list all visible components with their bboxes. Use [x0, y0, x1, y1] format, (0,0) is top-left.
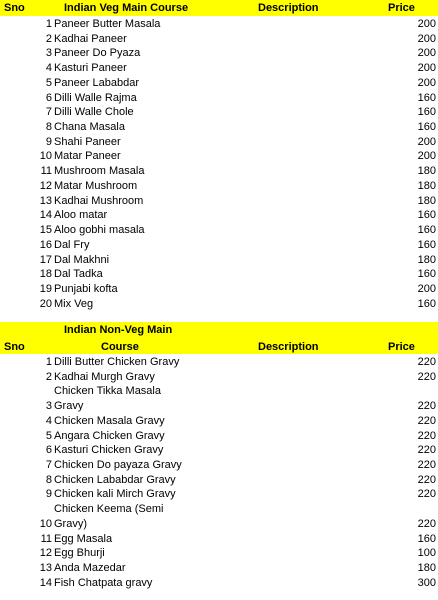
row-item: Paneer Lababdar — [54, 76, 140, 89]
table-row — [0, 370, 438, 385]
table-row — [0, 297, 438, 312]
table-row — [0, 429, 438, 444]
table-row — [0, 561, 438, 576]
table-row — [0, 17, 438, 32]
row-price: 200 — [417, 150, 436, 163]
table-row — [0, 179, 438, 194]
row-item: Chicken Do payaza Gravy — [54, 459, 182, 472]
row-price: 180 — [417, 194, 436, 207]
veg-header-course: Indian Veg Main Course — [64, 2, 189, 14]
row-sno: 10 — [39, 517, 52, 530]
table-row — [0, 443, 438, 458]
table-row — [0, 223, 438, 238]
table-row — [0, 502, 438, 531]
row-sno: 12 — [39, 179, 52, 192]
row-sno: 9 — [45, 488, 52, 501]
row-sno: 2 — [45, 370, 52, 383]
row-price: 220 — [417, 370, 436, 383]
row-item: Anda Mazedar — [54, 562, 126, 575]
row-item: Kasturi Paneer — [54, 62, 127, 75]
table-row — [0, 208, 438, 223]
row-sno: 13 — [39, 562, 52, 575]
row-item: Kadhai Mushroom — [54, 194, 144, 207]
row-sno: 5 — [45, 429, 52, 442]
table-row — [0, 282, 438, 297]
row-item: Aloo gobhi masala — [54, 224, 145, 237]
row-sno: 14 — [39, 576, 52, 589]
table-row — [0, 105, 438, 120]
row-item: Mix Veg — [54, 297, 94, 310]
row-item: Egg Masala — [54, 532, 113, 545]
row-price: 160 — [417, 91, 436, 104]
row-sno: 3 — [45, 400, 52, 413]
table-row — [0, 164, 438, 179]
row-item: Egg Bhurji — [54, 547, 105, 560]
row-price: 220 — [417, 459, 436, 472]
row-price: 160 — [417, 224, 436, 237]
nonveg-header-course-line1: Indian Non-Veg Main — [64, 324, 173, 336]
row-price: 300 — [417, 576, 436, 589]
row-price: 180 — [417, 253, 436, 266]
row-price: 220 — [417, 414, 436, 427]
row-price: 200 — [417, 62, 436, 75]
row-price: 220 — [417, 444, 436, 457]
row-price: 200 — [417, 32, 436, 45]
row-price: 160 — [417, 532, 436, 545]
veg-header-description: Description — [258, 2, 319, 14]
row-price: 200 — [417, 135, 436, 148]
row-item: Punjabi kofta — [54, 282, 118, 295]
row-item: Fish Chatpata gravy — [54, 576, 153, 589]
row-item: Matar Paneer — [54, 150, 121, 163]
row-price: 220 — [417, 517, 436, 530]
row-price: 180 — [417, 562, 436, 575]
table-row — [0, 238, 438, 253]
row-sno: 20 — [39, 297, 52, 310]
veg-header-price: Price — [388, 2, 415, 14]
table-row — [0, 32, 438, 47]
row-sno: 7 — [45, 459, 52, 472]
row-item: Dal Fry — [54, 238, 90, 251]
row-price: 160 — [417, 238, 436, 251]
nonveg-section — [0, 322, 438, 591]
table-row — [0, 149, 438, 164]
row-item: Chicken Masala Gravy — [54, 414, 165, 427]
row-sno: 19 — [39, 282, 52, 295]
row-item: Dilli Butter Chicken Gravy — [54, 356, 180, 368]
row-sno: 11 — [40, 532, 52, 545]
row-item: Dilli Walle Rajma — [54, 91, 137, 104]
table-row — [0, 135, 438, 150]
row-sno: 1 — [45, 18, 52, 30]
row-sno: 7 — [45, 106, 52, 119]
row-item: Chicken Lababdar Gravy — [54, 473, 176, 486]
table-row — [0, 253, 438, 268]
row-price: 200 — [417, 18, 436, 30]
table-row — [0, 487, 438, 502]
nonveg-header-price: Price — [388, 341, 415, 353]
table-row — [0, 46, 438, 61]
row-sno: 5 — [45, 76, 52, 89]
row-price: 200 — [417, 76, 436, 89]
row-item: Chana Masala — [54, 121, 125, 134]
row-price: 200 — [417, 47, 436, 60]
row-price: 220 — [417, 429, 436, 442]
row-item-line2: Gravy — [54, 400, 84, 413]
row-item: Paneer Butter Masala — [54, 18, 161, 30]
row-price: 160 — [417, 121, 436, 134]
table-row — [0, 76, 438, 91]
row-item: Dilli Walle Chole — [54, 106, 134, 119]
row-sno: 1 — [45, 356, 52, 368]
row-sno: 17 — [39, 253, 52, 266]
row-item: Chicken kali Mirch Gravy — [54, 488, 176, 501]
table-row — [0, 194, 438, 209]
table-row — [0, 91, 438, 106]
row-item-line1: Chicken Tikka Masala — [54, 385, 161, 398]
table-row — [0, 414, 438, 429]
row-price: 160 — [417, 106, 436, 119]
nonveg-header-description: Description — [258, 341, 319, 353]
row-price: 160 — [417, 297, 436, 310]
table-row — [0, 532, 438, 547]
row-item: Kadhai Paneer — [54, 32, 127, 45]
veg-header-row — [0, 0, 438, 16]
row-price: 220 — [417, 356, 436, 368]
table-row — [0, 120, 438, 135]
table-row — [0, 546, 438, 561]
row-item: Aloo matar — [54, 209, 108, 222]
row-item: Shahi Paneer — [54, 135, 121, 148]
row-sno: 3 — [45, 47, 52, 60]
row-sno: 14 — [39, 209, 52, 222]
row-item: Matar Mushroom — [54, 179, 138, 192]
row-sno: 8 — [45, 473, 52, 486]
row-sno: 6 — [45, 444, 52, 457]
row-item-line2: Gravy) — [54, 517, 87, 530]
row-sno: 13 — [39, 194, 52, 207]
row-price: 160 — [417, 268, 436, 281]
row-price: 220 — [417, 488, 436, 501]
nonveg-table-body — [0, 354, 438, 591]
row-price: 180 — [417, 165, 436, 178]
table-row — [0, 61, 438, 76]
row-sno: 2 — [45, 32, 52, 45]
row-item: Dal Makhni — [54, 253, 110, 266]
table-row — [0, 458, 438, 473]
row-price: 160 — [417, 209, 436, 222]
row-sno: 10 — [39, 150, 52, 163]
row-sno: 4 — [45, 414, 52, 427]
row-sno: 16 — [39, 238, 52, 251]
row-price: 220 — [417, 473, 436, 486]
nonveg-header-sno: Sno — [4, 341, 25, 353]
row-item: Paneer Do Pyaza — [54, 47, 141, 60]
table-row — [0, 384, 438, 413]
nonveg-header-row — [0, 322, 438, 354]
row-item: Kasturi Chicken Gravy — [54, 444, 164, 457]
row-price: 180 — [417, 179, 436, 192]
row-item: Dal Tadka — [54, 268, 103, 281]
row-sno: 11 — [40, 165, 52, 178]
row-sno: 9 — [45, 135, 52, 148]
row-item: Mushroom Masala — [54, 165, 145, 178]
row-price: 200 — [417, 282, 436, 295]
row-sno: 4 — [45, 62, 52, 75]
veg-table-body — [0, 16, 438, 311]
row-price: 100 — [417, 547, 436, 560]
table-row — [0, 576, 438, 591]
row-price: 220 — [417, 400, 436, 413]
row-sno: 15 — [39, 224, 52, 237]
veg-header-sno: Sno — [4, 2, 25, 14]
table-row — [0, 355, 438, 370]
table-row — [0, 473, 438, 488]
nonveg-header-course-line2: Course — [101, 341, 139, 353]
table-row — [0, 267, 438, 282]
row-sno: 12 — [39, 547, 52, 560]
row-item: Kadhai Murgh Gravy — [54, 370, 155, 383]
row-sno: 8 — [45, 121, 52, 134]
row-item: Angara Chicken Gravy — [54, 429, 165, 442]
row-sno: 6 — [45, 91, 52, 104]
row-sno: 18 — [39, 268, 52, 281]
row-item-line1: Chicken Keema (Semi — [54, 503, 164, 516]
